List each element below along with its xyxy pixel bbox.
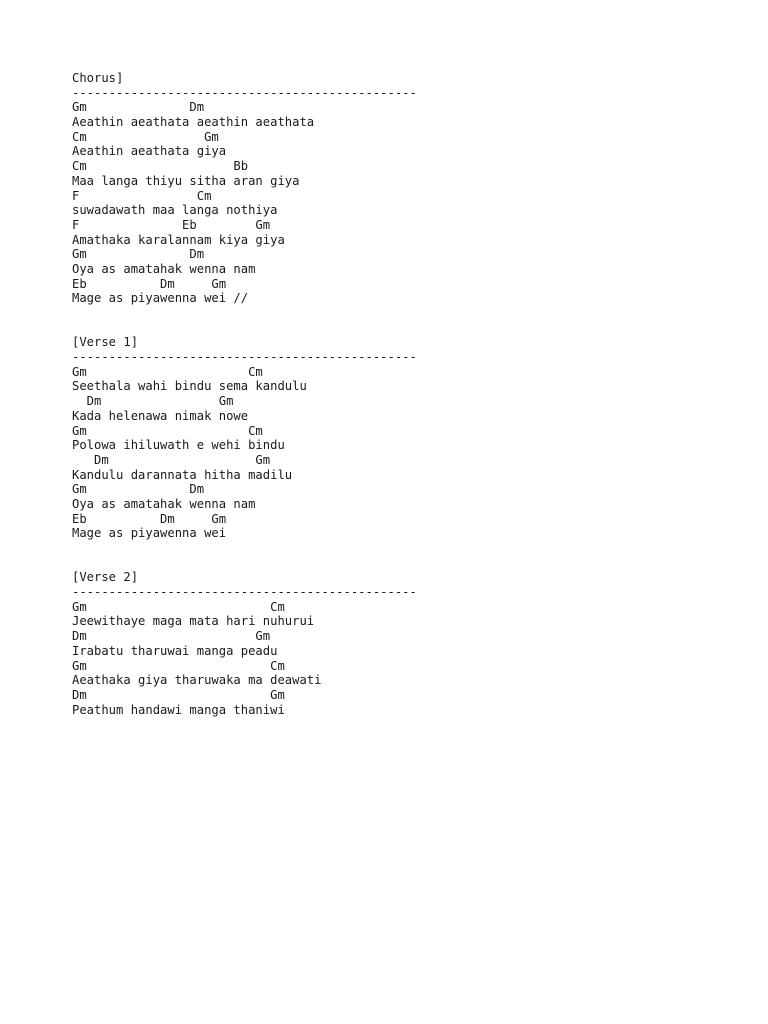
chord-line: Dm Gm — [72, 687, 285, 702]
lyric-line: Kandulu darannata hitha madilu — [72, 467, 293, 482]
song-sheet — [72, 71, 752, 717]
section-header: [Verse 2] — [72, 570, 139, 585]
section-divider: ----------------------------------------------- — [72, 585, 417, 600]
section-header: [Verse 1] — [72, 335, 139, 350]
chord-line: Cm Bb — [72, 159, 249, 174]
lyric-line: Maa langa thiyu sitha aran giya — [72, 173, 300, 188]
chord-line: Gm Cm — [72, 423, 263, 438]
lyric-line: Oya as amatahak wenna nam — [72, 496, 256, 511]
lyric-line: Mage as piyawenna wei // — [72, 291, 249, 306]
lyric-line: Kada helenawa nimak nowe — [72, 408, 249, 423]
lyric-line: Polowa ihiluwath e wehi bindu — [72, 438, 285, 453]
chord-line: Gm Dm — [72, 100, 205, 115]
section-divider: ----------------------------------------------- — [72, 350, 417, 365]
lyric-line: Aeathin aeathata aeathin aeathata — [72, 115, 315, 130]
section-divider: ----------------------------------------------- — [72, 85, 417, 100]
lyric-line: Amathaka karalannam kiya giya — [72, 232, 285, 247]
lyric-line: Oya as amatahak wenna nam — [72, 261, 256, 276]
lyric-line: Aeathaka giya tharuwaka ma deawati — [72, 673, 322, 688]
chord-line: Gm Dm — [72, 247, 205, 262]
chord-line: Dm Gm — [72, 629, 271, 644]
chord-line: Dm Gm — [72, 394, 234, 409]
lyric-line: Jeewithaye maga mata hari nuhurui — [72, 614, 315, 629]
chord-line: Eb Dm Gm — [72, 276, 227, 291]
chord-line: F Eb Gm — [72, 217, 271, 232]
chord-line: Gm Cm — [72, 599, 285, 614]
chord-line: F Cm — [72, 188, 212, 203]
chord-line: Gm Dm — [72, 482, 205, 497]
section-spacer — [72, 306, 752, 335]
section-header: Chorus] — [72, 71, 124, 85]
section-verse-2 — [72, 570, 752, 717]
lyric-line: Aeathin aeathata giya — [72, 144, 227, 159]
lyric-line: Mage as piyawenna wei — [72, 526, 227, 541]
section-verse-1 — [72, 335, 752, 541]
section-spacer — [72, 541, 752, 570]
lyric-line: Seethala wahi bindu sema kandulu — [72, 379, 307, 394]
lyric-line: Irabatu tharuwai manga peadu — [72, 643, 278, 658]
chord-line: Eb Dm Gm — [72, 511, 227, 526]
chord-line: Dm Gm — [72, 452, 271, 467]
chord-line: Cm Gm — [72, 129, 219, 144]
lyric-line: Peathum handawi manga thaniwi — [72, 702, 285, 717]
chord-line: Gm Cm — [72, 364, 263, 379]
lyric-line: suwadawath maa langa nothiya — [72, 203, 278, 218]
chord-line: Gm Cm — [72, 658, 285, 673]
section-chorus — [72, 71, 752, 306]
